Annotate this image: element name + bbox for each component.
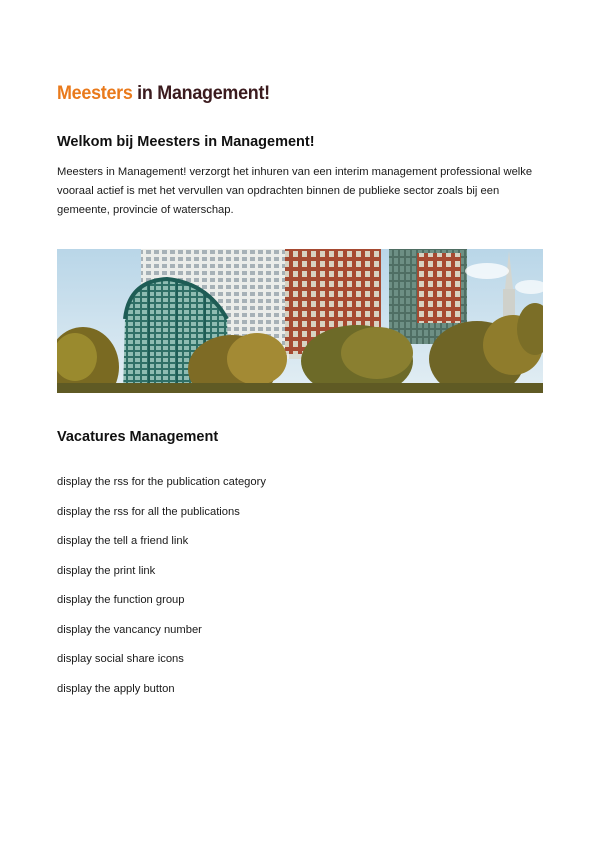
city-buildings-photo [57, 249, 543, 393]
vacancy-option-item: display the rss for all the publications [57, 505, 240, 518]
intro-paragraph: Meesters in Management! verzorgt het inhuren van een interim management professional welke vooraal actief is met het vervullen van opdrachten binnen de publieke sector zoals bij een gemeente, provincie of waterschap. [57, 166, 533, 216]
vacancy-option-item: display the vancancy number [57, 623, 202, 636]
vacancy-option-item: display social share icons [57, 653, 184, 665]
page-title: Welkom bij Meesters in Management! [57, 134, 315, 150]
logo-text-meesters: Meesters [57, 82, 133, 104]
city-photo-illustration [57, 249, 543, 393]
vacancy-option-item: display the function group [57, 594, 185, 606]
site-logo[interactable] [57, 82, 270, 106]
vacatures-section-title: Vacatures Management [57, 429, 219, 445]
vacancy-option-item: display the rss for the publication category [57, 476, 266, 488]
vacancy-option-item: display the tell a friend link [57, 535, 189, 547]
logo-text-management: in Management! [137, 82, 270, 104]
vacancy-option-item: display the print link [57, 564, 156, 577]
vacancy-options-list [57, 474, 266, 710]
vacancy-option-item: display the apply button [57, 682, 175, 695]
